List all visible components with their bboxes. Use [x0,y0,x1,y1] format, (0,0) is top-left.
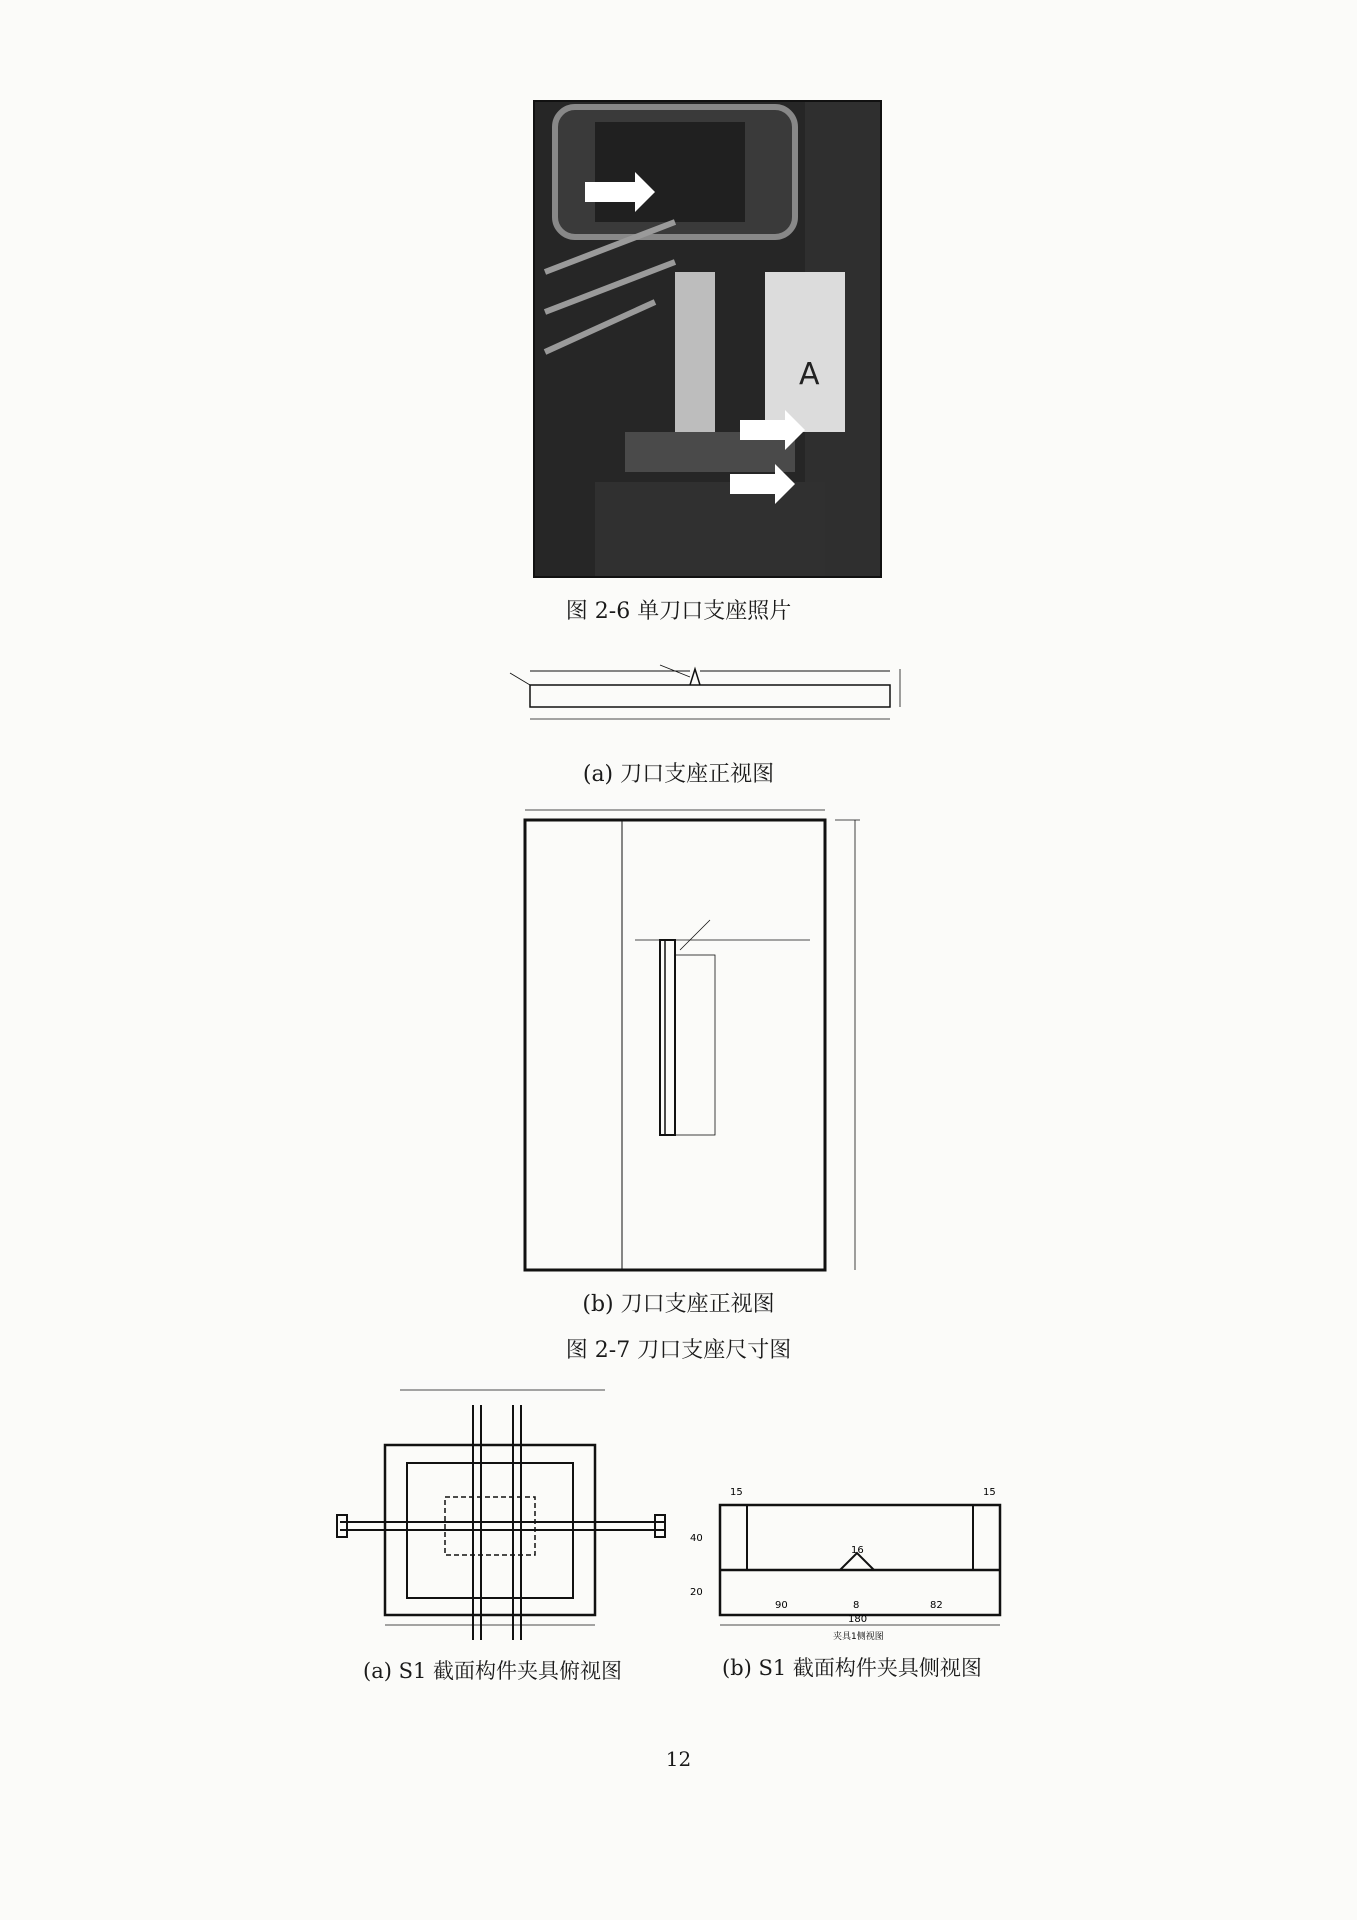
figure-2-7b-caption: (b) 刀口支座正视图 [582,1292,775,1317]
side-dim-bottom-mid: 8 [853,1600,860,1611]
page-number: 12 [665,1747,692,1771]
side-dim-overall: 180 [848,1614,868,1625]
figure-2-6-caption: 图 2-6 单刀口支座照片 [565,599,792,624]
side-dim-notch: 16 [851,1545,864,1556]
side-view-title: 夹具1侧视图 [833,1632,884,1642]
knife-support-front-view-drawing [490,655,910,739]
fixture-side-view-drawing [685,1483,1025,1647]
side-dim-bottom-left: 90 [775,1600,788,1611]
support-photo [533,100,882,578]
photo-letter-a: A [799,357,820,392]
figure-2-7-caption: 图 2-7 刀口支座尺寸图 [565,1338,792,1363]
figure-2-7a-caption: (a) 刀口支座正视图 [582,762,775,787]
fixture-top-view-caption: (a) S1 截面构件夹具俯视图 [363,1659,623,1683]
side-dim-top-right: 15 [983,1487,996,1498]
knife-support-plan-view-drawing [510,800,870,1284]
fixture-top-view-drawing [335,1385,675,1649]
side-dim-left-lower: 20 [690,1587,703,1598]
fixture-side-view-caption: (b) S1 截面构件夹具侧视图 [722,1656,982,1680]
side-dim-left-upper: 40 [690,1533,703,1544]
side-dim-bottom-right: 82 [930,1600,943,1611]
side-dim-top-left: 15 [730,1487,743,1498]
photo-content [535,102,880,576]
